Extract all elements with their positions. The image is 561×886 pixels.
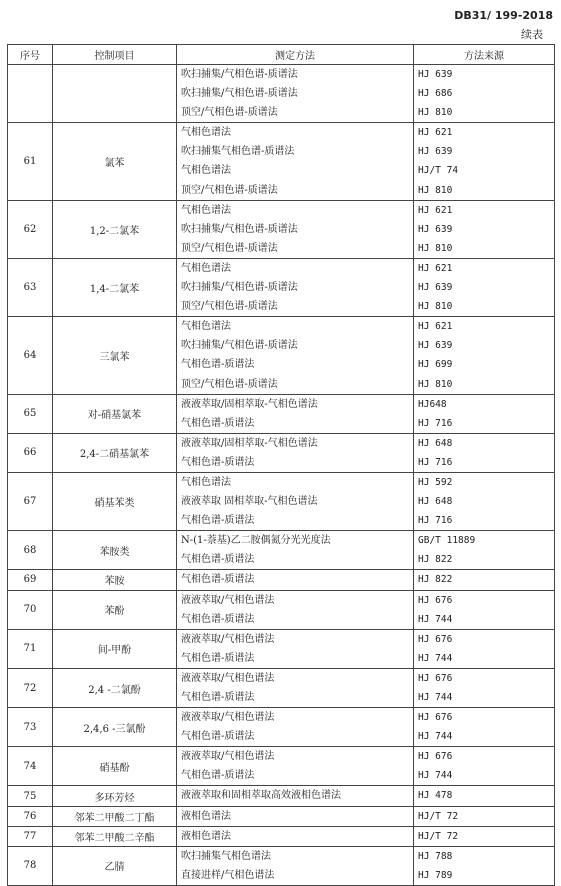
method-cell (177, 786, 414, 806)
method-cell (177, 747, 414, 786)
row-number: 74 (8, 747, 53, 786)
source-line: HJ 592 (418, 476, 453, 488)
source-cell (414, 433, 555, 472)
control-item: 对-硝基氯苯 (53, 394, 177, 433)
method-line: 液液萃取/固相萃取-气相色谱法 (181, 398, 318, 410)
method-line: 液液萃取/气相色谱法 (181, 672, 275, 684)
table-row (8, 394, 555, 433)
method-line: 气相色谱-质谱法 (181, 770, 255, 782)
method-cell (177, 826, 414, 846)
row-number: 61 (8, 123, 53, 200)
source-cell (414, 629, 555, 668)
table-row (8, 846, 555, 885)
source-line: HJ 676 (418, 672, 453, 684)
method-line: 气相色谱法 (181, 204, 231, 216)
row-number: 67 (8, 472, 53, 530)
method-cell (177, 629, 414, 668)
row-number: 63 (8, 258, 53, 316)
method-line: 气相色谱-质谱法 (181, 613, 255, 625)
method-line: 气相色谱法 (181, 165, 231, 177)
method-cell (177, 590, 414, 629)
row-number: 68 (8, 531, 53, 570)
method-line: 吹扫捕集气相色谱-质谱法 (181, 146, 295, 158)
source-line: HJ 639 (418, 340, 453, 352)
row-number: 64 (8, 317, 53, 394)
method-line: 顶空/气相色谱-质谱法 (181, 242, 278, 254)
method-line: 顶空/气相色谱-质谱法 (181, 301, 278, 313)
header-source: 方法来源 (414, 45, 555, 65)
table-row (8, 708, 555, 747)
source-cell (414, 846, 555, 885)
row-number: 77 (8, 826, 53, 846)
method-line: 液液萃取/气相色谱法 (181, 712, 275, 724)
source-line: HJ 648 (418, 496, 453, 508)
method-line: 气相色谱法 (181, 127, 231, 139)
source-line: HJ 810 (418, 184, 453, 196)
method-line: 气相色谱法 (181, 321, 231, 333)
table-row (8, 826, 555, 846)
control-item: 2,4 -二氯酚 (53, 668, 177, 707)
control-item: 硝基苯类 (53, 472, 177, 530)
source-line: HJ 716 (418, 456, 453, 468)
source-cell (414, 200, 555, 258)
method-line: 气相色谱-质谱法 (181, 417, 255, 429)
standards-table (7, 44, 555, 886)
source-line: HJ 621 (418, 127, 453, 139)
method-line: 吹扫捕集/气相色谱-质谱法 (181, 223, 298, 235)
source-line: HJ 639 (418, 223, 453, 235)
source-line: HJ 789 (418, 869, 453, 881)
method-cell (177, 317, 414, 394)
row-number: 62 (8, 200, 53, 258)
source-line: HJ 810 (418, 378, 453, 390)
method-cell (177, 258, 414, 316)
control-item: 多环芳烃 (53, 786, 177, 806)
source-cell (414, 590, 555, 629)
source-cell (414, 472, 555, 530)
control-item: 三氯苯 (53, 317, 177, 394)
document-id: DB31/ 199-2018 (454, 9, 553, 22)
method-cell (177, 394, 414, 433)
row-number: 69 (8, 570, 53, 590)
row-number: 76 (8, 806, 53, 826)
control-item: 苯胺类 (53, 531, 177, 570)
source-line: HJ 478 (418, 790, 453, 802)
table-header-row (8, 45, 555, 65)
source-line: HJ 744 (418, 770, 453, 782)
method-line: 气相色谱-质谱法 (181, 456, 255, 468)
table-row (8, 570, 555, 590)
method-line: 气相色谱-质谱法 (181, 359, 255, 371)
table-row (8, 472, 555, 530)
row-number: 72 (8, 668, 53, 707)
source-line: HJ 822 (418, 574, 453, 586)
method-line: 液液萃取/固相萃取-气相色谱法 (181, 437, 318, 449)
row-number: 78 (8, 846, 53, 885)
method-cell (177, 433, 414, 472)
method-line: 液液萃取和固相萃取高效液相色谱法 (181, 790, 341, 802)
control-item: 2,4,6 -三氯酚 (53, 708, 177, 747)
table-row (8, 590, 555, 629)
source-line: HJ 676 (418, 633, 453, 645)
table-row (8, 200, 555, 258)
method-line: 顶空/气相色谱-质谱法 (181, 184, 278, 196)
source-line: HJ 621 (418, 321, 453, 333)
source-line: HJ/T 72 (418, 830, 459, 842)
method-cell (177, 200, 414, 258)
method-line: 气相色谱法 (181, 476, 231, 488)
method-line: 气相色谱-质谱法 (181, 554, 255, 566)
source-line: HJ 621 (418, 262, 453, 274)
source-cell (414, 747, 555, 786)
method-cell (177, 668, 414, 707)
source-line: HJ 810 (418, 242, 453, 254)
method-line: 吹扫捕集/气相色谱-质谱法 (181, 88, 298, 100)
row-number: 73 (8, 708, 53, 747)
method-line: 顶空/气相色谱-质谱法 (181, 378, 278, 390)
header-method: 测定方法 (177, 45, 414, 65)
method-cell (177, 806, 414, 826)
method-line: 气相色谱-质谱法 (181, 574, 255, 586)
source-line: HJ 648 (418, 437, 453, 449)
source-line: HJ 639 (418, 69, 453, 80)
source-line: HJ 716 (418, 515, 453, 527)
table-row (8, 806, 555, 826)
table-row (8, 258, 555, 316)
source-line: HJ 716 (418, 417, 453, 429)
method-line: 气相色谱-质谱法 (181, 731, 255, 743)
source-cell (414, 826, 555, 846)
source-cell (414, 394, 555, 433)
control-item: 硝基酚 (53, 747, 177, 786)
method-line: 吹扫捕集/气相色谱-质谱法 (181, 69, 298, 80)
table-row (8, 531, 555, 570)
source-line: HJ 639 (418, 282, 453, 294)
source-cell (414, 806, 555, 826)
table-row (8, 433, 555, 472)
source-line: GB/T 11889 (418, 535, 476, 547)
method-cell (177, 708, 414, 747)
source-cell (414, 258, 555, 316)
source-line: HJ 744 (418, 652, 453, 664)
source-line: HJ 686 (418, 88, 453, 100)
method-cell (177, 65, 414, 123)
method-line: 气相色谱法 (181, 262, 231, 274)
table-row (8, 629, 555, 668)
source-line: HJ 744 (418, 731, 453, 743)
method-cell (177, 472, 414, 530)
source-line: HJ 676 (418, 594, 453, 606)
source-line: HJ 744 (418, 613, 453, 625)
row-number (8, 65, 53, 123)
method-line: N-(1-萘基)乙二胺偶氮分光光度法 (181, 535, 331, 547)
control-item: 乙腈 (53, 846, 177, 885)
source-line: HJ648 (418, 398, 447, 410)
control-item: 苯酚 (53, 590, 177, 629)
source-cell (414, 668, 555, 707)
row-number: 66 (8, 433, 53, 472)
source-line: HJ 810 (418, 107, 453, 119)
method-line: 气相色谱-质谱法 (181, 692, 255, 703)
control-item: 氯苯 (53, 123, 177, 200)
source-line: HJ 621 (418, 204, 453, 216)
method-line: 顶空/气相色谱-质谱法 (181, 107, 278, 119)
method-cell (177, 570, 414, 590)
source-line: HJ/T 72 (418, 810, 459, 822)
source-line: HJ 699 (418, 359, 453, 371)
table-row (8, 123, 555, 200)
method-cell (177, 123, 414, 200)
row-number: 75 (8, 786, 53, 806)
source-line: HJ 639 (418, 146, 453, 158)
control-item: 2,4-二硝基氯苯 (53, 433, 177, 472)
method-line: 液液萃取/气相色谱法 (181, 751, 275, 763)
method-cell (177, 846, 414, 885)
source-line: HJ 788 (418, 850, 453, 862)
source-cell (414, 708, 555, 747)
table-row (8, 668, 555, 707)
source-line: HJ 676 (418, 751, 453, 763)
control-item: 间-甲酚 (53, 629, 177, 668)
method-line: 液相色谱法 (181, 810, 231, 822)
method-line: 液液萃取/气相色谱法 (181, 633, 275, 645)
source-line: HJ/T 74 (418, 165, 459, 177)
table-row (8, 747, 555, 786)
source-cell (414, 123, 555, 200)
method-line: 液相色谱法 (181, 830, 231, 842)
continued-label: 续表 (521, 28, 543, 41)
control-item: 邻苯二甲酸二丁酯 (53, 806, 177, 826)
control-item: 1,4-二氯苯 (53, 258, 177, 316)
method-line: 液液萃取/气相色谱法 (181, 594, 275, 606)
header-item: 控制项目 (53, 45, 177, 65)
source-cell (414, 531, 555, 570)
source-cell (414, 786, 555, 806)
source-line: HJ 676 (418, 712, 453, 724)
table-row (8, 65, 555, 123)
method-line: 吹扫捕集/气相色谱-质谱法 (181, 340, 298, 352)
method-line: 吹扫捕集/气相色谱-质谱法 (181, 282, 298, 294)
method-line: 直接进样/气相色谱法 (181, 869, 275, 881)
source-cell (414, 570, 555, 590)
row-number: 71 (8, 629, 53, 668)
source-line: HJ 822 (418, 554, 453, 566)
method-line: 吹扫捕集气相色谱法 (181, 850, 271, 862)
source-cell (414, 317, 555, 394)
row-number: 65 (8, 394, 53, 433)
control-item (53, 65, 177, 123)
source-line: HJ 810 (418, 301, 453, 313)
method-cell (177, 531, 414, 570)
source-line: HJ 744 (418, 692, 453, 703)
control-item: 1,2-二氯苯 (53, 200, 177, 258)
method-line: 液液萃取 固相萃取-气相色谱法 (181, 496, 318, 508)
method-line: 气相色谱-质谱法 (181, 515, 255, 527)
header-no: 序号 (8, 45, 53, 65)
row-number: 70 (8, 590, 53, 629)
control-item: 邻苯二甲酸二辛酯 (53, 826, 177, 846)
table-row (8, 317, 555, 394)
table-row (8, 786, 555, 806)
source-cell (414, 65, 555, 123)
control-item: 苯胺 (53, 570, 177, 590)
method-line: 气相色谱-质谱法 (181, 652, 255, 664)
